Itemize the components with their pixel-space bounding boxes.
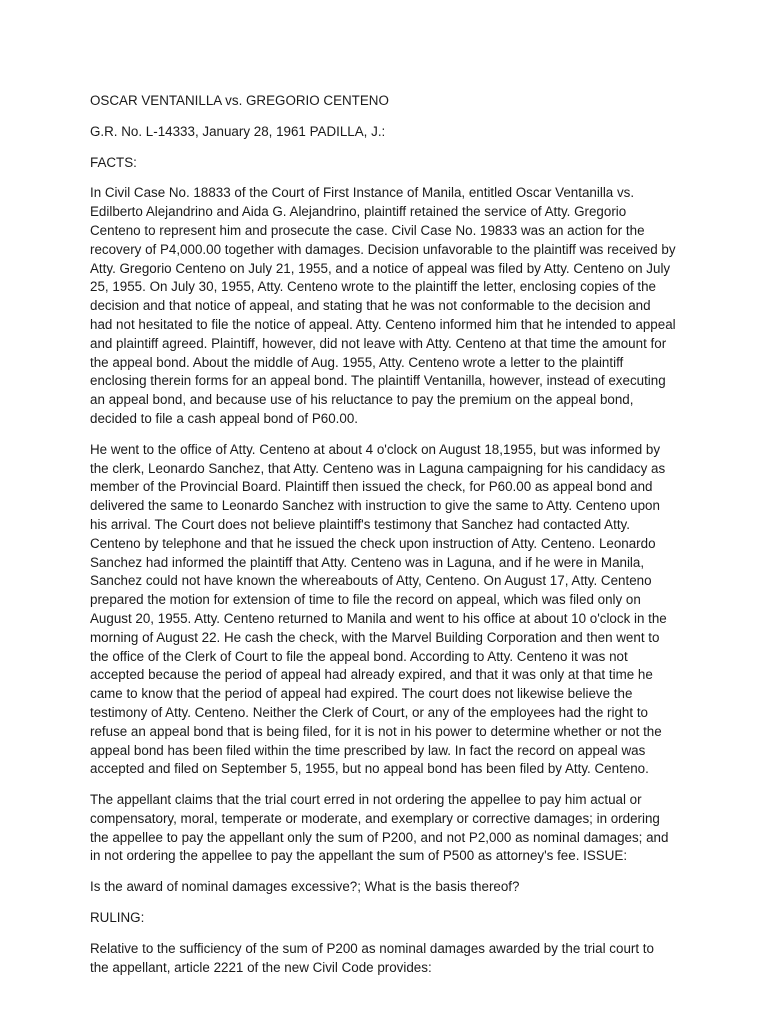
document-page — [90, 92, 676, 989]
ruling-paragraph: Relative to the sufficiency of the sum of P200 as nominal damages awarded by the trial court to the appellant, article 2221 of the new Civil Code provides: — [90, 940, 654, 975]
issue-paragraph: Is the award of nominal damages excessive?; What is the basis thereof? — [90, 879, 520, 895]
appellant-claims-paragraph: The appellant claims that the trial court erred in not ordering the appellee to pay him actual or compensatory, moral, temperate or moderate, and exemplary or corrective damages; in ordering the appellee to pay the appellant only the sum of P200, and not P2,000 as nominal damages; and in not ordering the appellee to pay the appellant the sum of P500 as attorney's fee. ISSUE: — [90, 792, 669, 864]
facts-paragraph-2: He went to the office of Atty. Centeno at about 4 o'clock on August 18,1955, but was informed by the clerk, Leonardo Sanchez, that Atty. Centeno was in Laguna campaigning for his candidacy as member of the Provincial Board. Plaintiff then issued the check, for P60.00 as appeal bond and delivered the same to Leonardo Sanchez with instruction to give the same to Atty. Centeno upon his arrival. The Court does not believe plaintiff's testimony that Sanchez had contacted Atty. Centeno by telephone and that he issued the check upon instruction of Atty. Centeno. Leonardo Sanchez had informed the plaintiff that Atty. Centeno was in Laguna, and if he were in Manila, Sanchez could not have known the whereabouts of Atty, Centeno. On August 17, Atty. Centeno prepared the motion for extension of time to file the record on appeal, which was filed only on August 20, 1955. Atty. Centeno returned to Manila and went to his office at about 10 o'clock in the morning of August 22. He cash the check, with the Marvel Building Corporation and then went to the office of the Clerk of Court to file the appeal bond. According to Atty. Centeno it was not accepted because the period of appeal had already expired, and that it was only at that time he came to know that the period of appeal had expired. The court does not likewise believe the testimony of Atty. Centeno. Neither the Clerk of Court, or any of the employees had the right to refuse an appeal bond that is being filed, for it is not in his power to determine whether or not the appeal bond has been filed within the time prescribed by law. In fact the record on appeal was accepted and filed on September 5, 1955, but no appeal bond has been filed by Atty. Centeno. — [90, 441, 667, 777]
case-title: OSCAR VENTANILLA vs. GREGORIO CENTENO — [90, 93, 389, 108]
facts-paragraph-1: In Civil Case No. 18833 of the Court of First Instance of Manila, entitled Oscar Ventanilla vs. Edilberto Alejandrino and Aida G. Alejandrino, plaintiff retained the service of Atty. Gregorio Centeno to represent him and prosecute the case. Civil Case No. 19833 was an action for the recovery of P4,000.00 together with damages. Decision unfavorable to the plaintiff was received by Atty. Gregorio Centeno on July 21, 1955, and a notice of appeal was filed by Atty. Centeno on July 25, 1955. On July 30, 1955, Atty. Centeno wrote to the plaintiff the letter, enclosing copies of the decision and that notice of appeal, and stating that he was not conformable to the decision and had not hesitated to file the notice of appeal. Atty. Centeno informed him that he intended to appeal and plaintiff agreed. Plaintiff, however, did not leave with Atty. Centeno at that time the amount for the appeal bond. About the middle of Aug. 1955, Atty. Centeno wrote a letter to the plaintiff enclosing therein forms for an appeal bond. The plaintiff Ventanilla, however, instead of executing an appeal bond, and because use of his reluctance to pay the premium on the appeal bond, decided to file a cash appeal bond of P60.00. — [90, 185, 676, 426]
ruling-heading: RULING: — [90, 910, 145, 926]
facts-heading: FACTS: — [90, 154, 137, 170]
case-citation: G.R. No. L-14333, January 28, 1961 PADILLA, J.: — [90, 123, 386, 139]
